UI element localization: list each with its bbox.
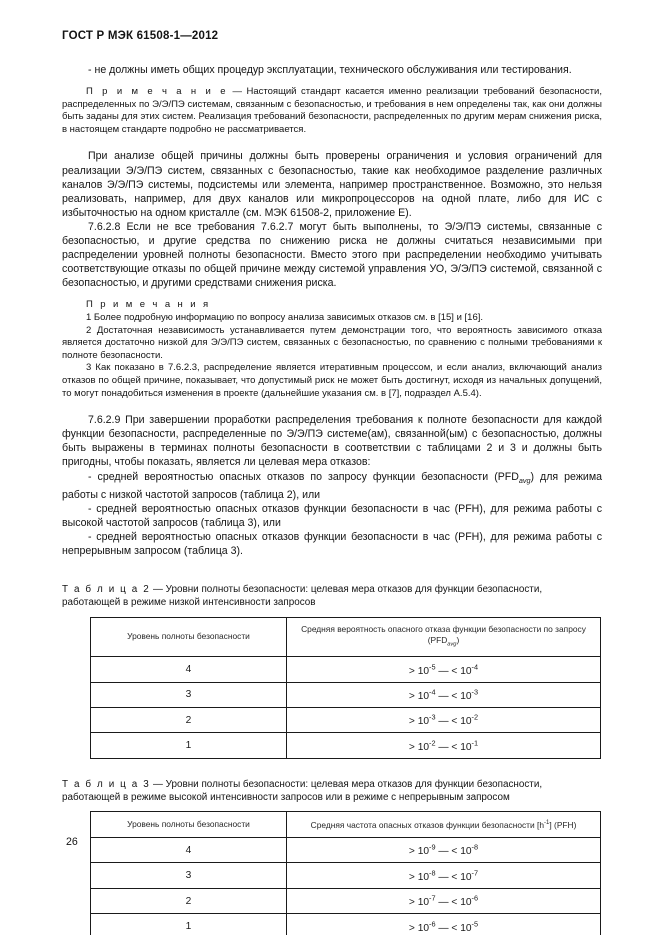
subscript-avg: avg xyxy=(447,641,457,648)
table3-cell-range: > $10^{-8}$ — < $10^{-7}$ xyxy=(287,863,601,888)
table2-cell-level: 1 xyxy=(91,733,287,758)
bullet-pfd-avg xyxy=(62,470,602,502)
bullet-pfh-continuous: - средней вероятностью опасных отказов функции безопасности в час (PFH), для режима работы с непрерывным запросом (таблица 3). xyxy=(62,531,602,558)
bullet-text-pre: - средней вероятностью опасных отказов по запросу функции безопасности (PFD xyxy=(88,470,519,483)
paragraph-clause-7629: 7.6.2.9 При завершении проработки распределения требования к полноте безопасности для каждой функции безопасности, распределенные по Э/Э/ПЭ системе(ам), связанной(ым) с безопасностью, должны быть выражены в терминах полноты безопасности в соответствии с таблицами 2 и 3 и должны быть пригодны, чтобы показать, является ли целевая мера отказов: xyxy=(62,414,602,469)
note-item-3: 3 Как показано в 7.6.2.3, распределение является итеративным процессом, и если анализ, включающий анализ отказов по общей причине, показывает, что допустимый риск не может быть достигнут, исходя из начальных допущений, то могут понадобиться изменения в проекте (дальнейшие указания см. в [7], подраздел А.5.4). xyxy=(62,362,602,399)
table3-cell-range: > $10^{-9}$ — < $10^{-8}$ xyxy=(287,838,601,863)
table-row xyxy=(91,733,601,758)
paragraph-dash-item: - не должны иметь общих процедур эксплуатации, технического обслуживания или тестирования. xyxy=(88,64,572,76)
table-sil-high-demand xyxy=(90,811,601,935)
table-row xyxy=(91,657,601,682)
table-row xyxy=(91,863,601,888)
table2-caption-label: Т а б л и ц а 2 xyxy=(62,584,151,596)
table3-cell-level: 2 xyxy=(91,888,287,913)
table2-header-row xyxy=(91,617,601,657)
table-sil-low-demand xyxy=(90,617,601,759)
spacer xyxy=(62,400,602,413)
table-row xyxy=(91,682,601,707)
table2-cell-level: 4 xyxy=(91,657,287,682)
table-row xyxy=(91,838,601,863)
table3-cell-range: > $10^{-7}$ — < $10^{-6}$ xyxy=(287,888,601,913)
table2-cell-range: > $10^{-3}$ — < $10^{-2}$ xyxy=(287,708,601,733)
notes-label: П р и м е ч а н и я xyxy=(86,299,211,311)
table2-cell-range: > $10^{-5}$ — < $10^{-4}$ xyxy=(287,657,601,682)
note-label: П р и м е ч а н и е xyxy=(86,86,228,98)
superscript-inverse-hour: -1 xyxy=(544,820,550,827)
table2-cell-level: 2 xyxy=(91,708,287,733)
table3-cell-level: 3 xyxy=(91,863,287,888)
paragraph-note-single xyxy=(62,86,602,136)
table3-header-row xyxy=(91,812,601,838)
spacer xyxy=(62,136,602,149)
table2-header-level: Уровень полноты безопасности xyxy=(91,617,287,657)
table2-cell-range: > $10^{-4}$ — < $10^{-3}$ xyxy=(287,682,601,707)
paragraph-clause-7628: 7.6.2.8 Если не все требования 7.6.2.7 могут быть выполнены, то Э/Э/ПЭ системы, связанные с безопасностью, и другие средства по снижению риска не должны считаться независимыми при распределении уровней полноты безопасности. Вместо этого при распределении необходимо учитывать соответствующие отказы по общей причине между системой управления УО, Э/Э/ПЭ системой, связанной с безопасностью, и другими средствами снижения риска. xyxy=(62,220,602,290)
paragraph-common-cause: При анализе общей причины должны быть проверены ограничения и условия ограничений для реализации Э/Э/ПЭ систем, связанных с безопасностью, такие как необходимое разделение различных каналов Э/Э/ПЭ системы, подсистемы или элемента, например пространственное. Возможно, это нельзя реализовать, например, для двух каналов или микропроцессоров на одной плате, либо для ИС с избыточностью на одном кристалле (см. МЭК 61508-2, приложение Е). xyxy=(62,150,602,219)
table3-cell-range: > $10^{-6}$ — < $10^{-5}$ xyxy=(287,914,601,935)
bullet-pfh-high-demand: - средней вероятностью опасных отказов функции безопасности в час (PFH), для режима работы с высокой частотой запросов (таблица 3), или xyxy=(62,502,602,529)
table3-caption xyxy=(62,778,602,804)
table2-caption xyxy=(62,583,602,609)
page-number: 26 xyxy=(66,836,78,848)
document-header: ГОСТ Р МЭК 61508-1—2012 xyxy=(62,30,219,42)
spacer xyxy=(62,77,602,86)
table2-header-measure xyxy=(287,617,601,657)
table3-cell-level: 1 xyxy=(91,914,287,935)
table3-header-level: Уровень полноты безопасности xyxy=(91,812,287,838)
table2-header-measure-close: ) xyxy=(456,634,460,645)
note-text: — Настоящий стандарт касается именно реализации требований безопасности, распределенных по Э/Э/ПЭ системам, связанным с безопасностью, и требования в нем определены так, как они должны быть заданы для этих систем. Реализация требований безопасности, распределенных по другим мерам снижения риска, в настоящем стандарте подробно не рассматривается. xyxy=(62,86,602,135)
note-item-2: 2 Достаточная независимость устанавливается путем демонстрации того, что вероятность зависимого отказа является достаточно низкой для Э/Э/ПЭ систем, связанных с безопасностью, по сравнению с полными требованиями к полноте безопасности. xyxy=(62,324,602,361)
page-content xyxy=(62,30,602,935)
spacer xyxy=(62,558,602,583)
note-item-1: 1 Более подробную информацию по вопросу анализа зависимых отказов см. в [15] и [16]. xyxy=(86,312,484,323)
spacer xyxy=(62,290,602,299)
spacer xyxy=(62,759,602,778)
table-row xyxy=(91,914,601,935)
table3-caption-text: — Уровни полноты безопасности: целевая мера отказов для функции безопасности, работающей в режиме высокой интенсивности запросов или в режиме с непрерывным запросом xyxy=(62,778,543,804)
table2-body xyxy=(91,657,601,759)
table3-header-measure: Средняя частота опасных отказов функции безопасности $[h^{-1}]$ (PFH) xyxy=(287,812,601,838)
table3-caption-label: Т а б л и ц а 3 xyxy=(62,778,151,790)
table2-cell-range: > $10^{-2}$ — < $10^{-1}$ xyxy=(287,733,601,758)
table2-header-measure-line1: Средняя вероятность опасного отказа функции безопасности по запросу xyxy=(301,623,586,634)
bullet-text-post: ) для режима работы с низкой частотой запросов (таблица 2), или xyxy=(62,470,603,501)
subscript-avg: avg xyxy=(518,475,531,485)
table2-header-measure-pfd: (PFD xyxy=(427,634,448,645)
table2-cell-level: 3 xyxy=(91,682,287,707)
table-row xyxy=(91,708,601,733)
table3-body xyxy=(91,838,601,935)
table3-cell-level: 4 xyxy=(91,838,287,863)
table-row xyxy=(91,888,601,913)
table2-caption-text: — Уровни полноты безопасности: целевая мера отказов для функции безопасности, работающей в режиме низкой интенсивности запросов xyxy=(62,584,543,609)
